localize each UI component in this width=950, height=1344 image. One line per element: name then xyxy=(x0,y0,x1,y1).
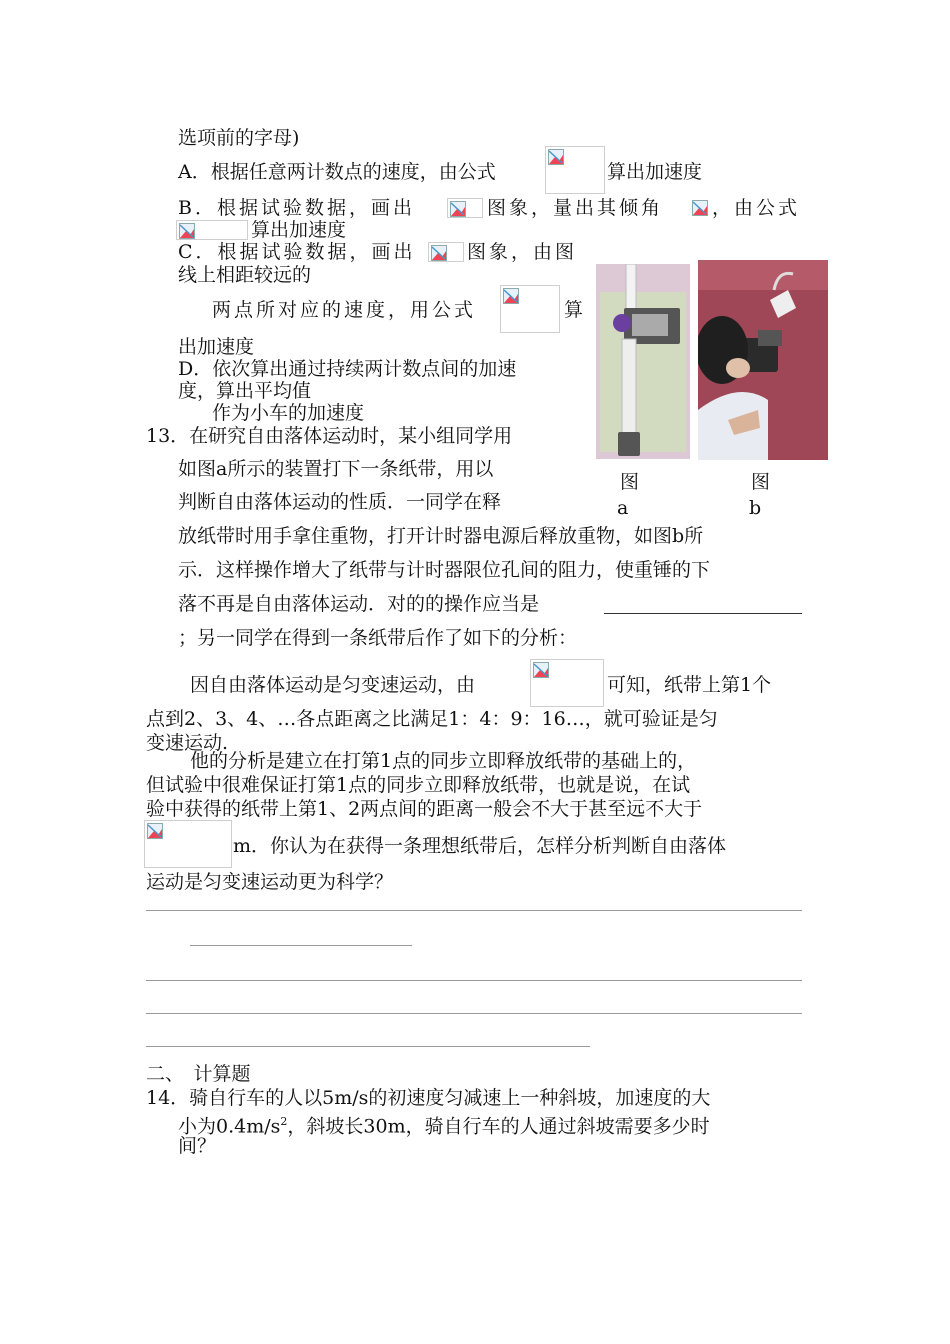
figure-a-label: 图 xyxy=(620,471,640,493)
option-a-text: A．根据任意两计数点的速度，由公式 xyxy=(178,161,496,183)
option-c-text-end: 图象，由图 xyxy=(467,241,578,263)
option-d-text: D．依次算出通过持续两计数点间的加速 xyxy=(178,358,517,380)
formula-image xyxy=(176,220,248,240)
question-13-line: 放纸带时用手拿住重物，打开计时器电源后释放重物，如图b所 xyxy=(178,525,704,547)
answer-line[interactable] xyxy=(146,1013,802,1014)
option-c-line-3-end: 算 xyxy=(564,299,584,321)
option-b-text: B．根据试验数据，画出 xyxy=(178,197,415,219)
answer-line[interactable] xyxy=(146,980,802,981)
broken-image-icon xyxy=(533,662,549,678)
option-b-line-2: 算出加速度 xyxy=(251,219,347,241)
question-14-part: 小为0.4m/s xyxy=(178,1115,281,1138)
formula-image xyxy=(545,146,605,194)
figure-b-label: 图 xyxy=(751,471,771,493)
figure-a-image xyxy=(596,264,690,459)
formula-image xyxy=(428,242,464,262)
question-13-line: 变速运动. xyxy=(146,732,229,754)
question-13-line: 落不再是自由落体运动．对的的操作应当是 xyxy=(178,593,540,615)
formula-image xyxy=(690,198,710,218)
question-13-line: 因自由落体运动是匀变速运动，由 xyxy=(190,674,476,696)
superscript: 2 xyxy=(280,1115,288,1128)
option-b-text-mid: 图象，量出其倾角 xyxy=(487,197,664,219)
question-13-line: 但试验中很难保证打第1点的同步立即释放纸带，也就是说，在试 xyxy=(146,774,691,796)
answer-line[interactable] xyxy=(146,910,802,911)
question-13-line: 点到2、3、4、…各点距离之比满足1：4：9：16…，就可验证是匀 xyxy=(146,708,718,730)
option-c-line-2: 线上相距较远的 xyxy=(178,264,312,286)
question-13-line: 示．这样操作增大了纸带与计时器限位孔间的阻力，使重锤的下 xyxy=(178,559,711,581)
broken-image-icon xyxy=(147,823,163,839)
text-line: 选项前的字母) xyxy=(178,127,300,149)
question-13-line: m．你认为在获得一条理想纸带后，怎样分析判断自由落体 xyxy=(233,835,727,857)
broken-image-icon xyxy=(179,223,195,239)
question-14-line xyxy=(178,1110,710,1138)
answer-line[interactable] xyxy=(146,1046,590,1047)
option-a-text-end: 算出加速度 xyxy=(607,161,703,183)
option-d-line-2: 度，算出平均值 xyxy=(178,380,312,402)
option-d-line-3: 作为小车的加速度 xyxy=(212,402,365,424)
question-13-line: 判断自由落体运动的性质．一同学在释 xyxy=(178,491,502,513)
question-14-part: ，斜坡长30m，骑自行车的人通过斜坡需要多少时 xyxy=(287,1115,710,1138)
option-c-line-3: 两点所对应的速度，用公式 xyxy=(212,299,477,321)
answer-line[interactable] xyxy=(190,945,412,946)
question-13-text: 13．在研究自由落体运动时，某小组同学用 xyxy=(146,425,513,447)
question-13-line: 如图a所示的装置打下一条纸带，用以 xyxy=(178,458,494,480)
question-14-text: 14．骑自行车的人以5m/s的初速度匀减速上一种斜坡，加速度的大 xyxy=(146,1087,711,1109)
question-13-line-end: 可知，纸带上第1个 xyxy=(607,674,772,696)
question-13-line: 验中获得的纸带上第1、2两点间的距离一般会不大于甚至远不大于 xyxy=(146,798,703,820)
option-c-text: C．根据试验数据，画出 xyxy=(178,241,416,263)
formula-image xyxy=(144,820,232,868)
formula-image xyxy=(447,198,483,218)
question-13-line: 运动是匀变速运动更为科学？ xyxy=(146,871,394,893)
broken-image-icon xyxy=(692,200,708,216)
answer-blank[interactable] xyxy=(604,613,802,614)
broken-image-icon xyxy=(548,149,564,165)
broken-image-icon xyxy=(431,245,447,261)
figure-a-label-letter: a xyxy=(617,497,629,519)
question-14-line: 间？ xyxy=(178,1135,217,1157)
formula-image xyxy=(500,285,560,333)
question-13-line: ；另一同学在得到一条纸带后作了如下的分析： xyxy=(178,627,578,649)
formula-image xyxy=(530,659,604,707)
option-b-text-end: ，由公式 xyxy=(712,197,801,219)
broken-image-icon xyxy=(503,288,519,304)
question-13-line: 他的分析是建立在打第1点的同步立即释放纸带的基础上的， xyxy=(190,750,697,772)
broken-image-icon xyxy=(450,201,466,217)
option-c-line-4: 出加速度 xyxy=(178,336,255,358)
figure-b-label-letter: b xyxy=(749,497,762,519)
section-heading: 二、 计算题 xyxy=(146,1063,251,1085)
figure-b-image xyxy=(698,260,828,460)
